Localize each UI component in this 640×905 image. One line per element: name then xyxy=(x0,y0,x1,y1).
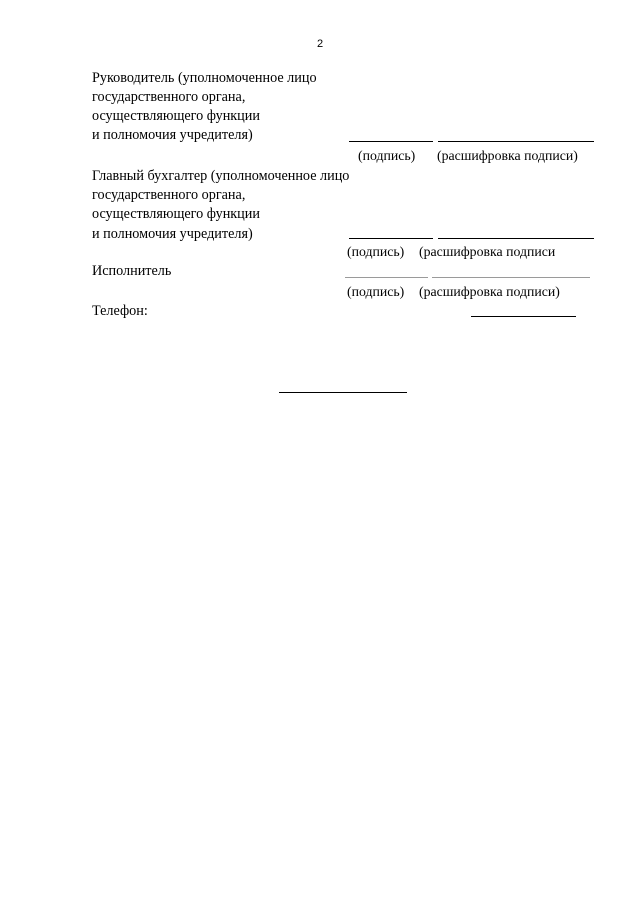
head-signature-line xyxy=(349,141,433,142)
accountant-decryption-caption: (расшифровка подписи xyxy=(419,244,556,259)
phone-label: Телефон: xyxy=(92,303,148,319)
head-title-line-4: и полномочия учредителя) xyxy=(92,127,253,143)
head-signature-caption: (подпись) xyxy=(358,148,416,163)
head-title-line-2: государственного органа, xyxy=(92,89,246,105)
executor-signature-caption: (подпись) xyxy=(347,284,405,299)
accountant-title-line-4: и полномочия учредителя) xyxy=(92,226,253,242)
closing-separator-line xyxy=(279,392,407,393)
accountant-title-line-1: Главный бухгалтер (уполномоченное лицо xyxy=(92,168,350,184)
head-decryption-caption: (расшифровка подписи) xyxy=(437,148,578,163)
head-decryption-line xyxy=(438,141,594,142)
page-number: 2 xyxy=(316,38,324,50)
head-title-line-1: Руководитель (уполномоченное лицо xyxy=(92,70,317,86)
accountant-decryption-line xyxy=(438,238,594,239)
head-title-line-3: осуществляющего функции xyxy=(92,108,260,124)
accountant-title-line-2: государственного органа, xyxy=(92,187,246,203)
phone-line xyxy=(471,316,576,317)
executor-signature-line xyxy=(345,277,428,278)
executor-decryption-line xyxy=(432,277,590,278)
accountant-signature-caption: (подпись) xyxy=(347,244,405,259)
accountant-signature-line xyxy=(349,238,433,239)
accountant-title-line-3: осуществляющего функции xyxy=(92,206,260,222)
executor-decryption-caption: (расшифровка подписи) xyxy=(419,284,560,299)
executor-label: Исполнитель xyxy=(92,263,172,279)
